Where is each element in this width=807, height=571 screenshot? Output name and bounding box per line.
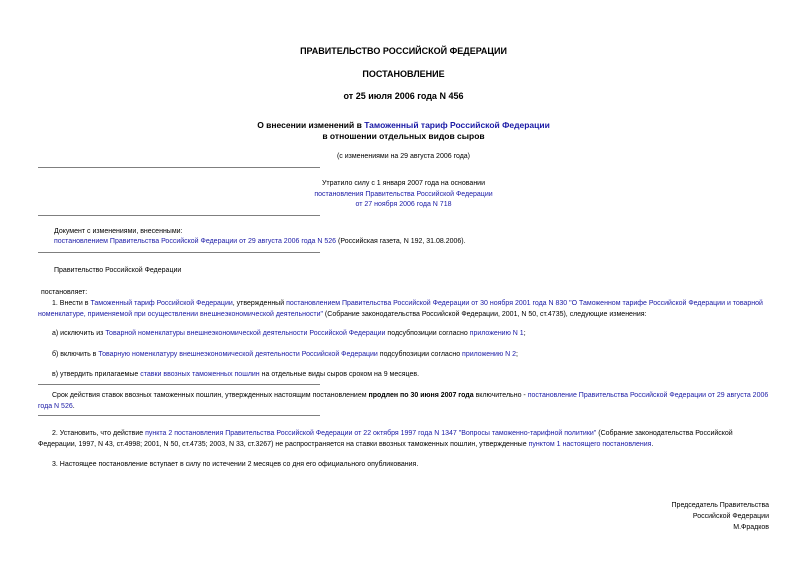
pb-text-1: б) включить в <box>52 351 99 358</box>
expired-link-2-wrap <box>0 201 807 208</box>
signature-block <box>672 500 769 533</box>
subparagraph-b <box>38 349 773 360</box>
divider <box>38 252 320 253</box>
pb-text-2: подсубпозиции согласно <box>377 351 463 358</box>
p1-resolution-830-link[interactable]: постановлением Правительства Российской Федерации от 30 ноября 2001 года N 830 "О Таможенном тарифе Российской Федерации и товарной номенклатуре, применяемой при осуществлении внешнеэкономической деятельности" <box>38 300 763 318</box>
pterm-bold-date: продлен по 30 июня 2007 года <box>368 392 474 399</box>
p1-text-3: (Собрание законодательства Российской Федерации, 2001, N 50, ст.4735), следующие изменения: <box>322 311 647 318</box>
paragraph-3: 3. Настоящее постановление вступает в силу по истечении 2 месяцев со дня его официального опубликования. <box>52 461 419 468</box>
paragraph-1 <box>38 298 773 320</box>
expired-resolution-date-link[interactable]: от 27 ноября 2006 года N 718 <box>355 201 452 208</box>
pc-text-1: в) утвердить прилагаемые <box>52 371 141 378</box>
amended-note: (с изменениями на 29 августа 2006 года) <box>336 153 471 160</box>
p2-text-2: (Собрание законодательства Российской Федерации, 1997, N 43, ст.4998; 2001, N 50, ст.4735; 2003, N 33, ст.3267) не распространяется на ставки ввозных таможенных пошлин, утвержденные <box>38 430 733 448</box>
p1-text-1: 1. Внести в <box>52 300 91 307</box>
p2-clause-1-link[interactable]: пунктом 1 настоящего постановления <box>528 441 652 448</box>
p1-customs-tariff-link[interactable]: Таможенный тариф Российской Федерации <box>90 300 233 307</box>
customs-tariff-link[interactable]: Таможенный тариф Российской Федерации <box>364 120 550 130</box>
document-title <box>0 120 807 130</box>
document-title-line2: в отношении отдельных видов сыров <box>322 131 485 141</box>
signature-country: Российской Федерации <box>692 513 769 520</box>
divider <box>38 167 320 168</box>
p2-text-1: 2. Установить, что действие <box>52 430 146 437</box>
document-date: от 25 июля 2006 года N 456 <box>343 91 464 101</box>
amendment-source-tail: (Российская газета, N 192, 31.08.2006). <box>336 238 466 245</box>
pc-text-2: на отдельные виды сыров сроком на 9 месяцев. <box>259 371 420 378</box>
amendments-source <box>54 238 774 245</box>
pa-appendix-1-link[interactable]: приложению N 1 <box>469 330 524 337</box>
term-extension-paragraph <box>38 390 773 412</box>
preamble-resolves: постановляет: <box>41 289 88 296</box>
pc-duty-rates-link[interactable]: ставки ввозных таможенных пошлин <box>140 371 260 378</box>
signature-position: Председатель Правительства <box>671 502 769 509</box>
pterm-text-1: Срок действия ставок ввозных таможенных пошлин, утвержденных настоящим постановлением <box>52 392 369 399</box>
pterm-text-2: включительно - <box>473 392 528 399</box>
pa-text-3: ; <box>523 330 526 337</box>
divider <box>38 415 320 416</box>
signature-name: М.Фрадков <box>733 524 769 531</box>
pb-nomenclature-link[interactable]: Товарную номенклатуру внешнеэкономической деятельности Российской Федерации <box>98 351 378 358</box>
pa-text-1: а) исключить из <box>52 330 106 337</box>
pb-appendix-2-link[interactable]: приложению N 2 <box>462 351 517 358</box>
expired-link-1-wrap <box>0 191 807 198</box>
government-heading: ПРАВИТЕЛЬСТВО РОССИЙСКОЙ ФЕДЕРАЦИИ <box>300 46 507 56</box>
document-type: ПОСТАНОВЛЕНИЕ <box>362 69 445 79</box>
pterm-resolution-526-link[interactable]: постановление Правительства Российской Федерации от 29 августа 2006 года N 526 <box>38 392 769 410</box>
p1-text-2: , утвержденный <box>232 300 287 307</box>
divider <box>38 384 320 385</box>
subparagraph-a <box>38 328 773 339</box>
amendment-resolution-link[interactable]: постановлением Правительства Российской Федерации от 29 августа 2006 года N 526 <box>54 238 337 245</box>
pa-text-2: подсубпозиции согласно <box>385 330 470 337</box>
subparagraph-c <box>38 369 773 380</box>
p2-text-3: . <box>651 441 654 448</box>
expired-resolution-link[interactable]: постановления Правительства Российской Федерации <box>314 191 493 198</box>
preamble-government: Правительство Российской Федерации <box>54 267 182 274</box>
amendments-label: Документ с изменениями, внесенными: <box>54 228 183 235</box>
pterm-text-3: . <box>72 403 75 410</box>
expired-note: Утратило силу с 1 января 2007 года на основании <box>321 180 486 187</box>
pa-nomenclature-link[interactable]: Товарной номенклатуры внешнеэкономической деятельности Российской Федерации <box>105 330 386 337</box>
p2-resolution-1347-link[interactable]: пункта 2 постановления Правительства Российской Федерации от 22 октября 1997 года N 1347 "Вопросы таможенно-тарифной политики" <box>145 430 597 437</box>
paragraph-2 <box>38 428 773 450</box>
divider <box>38 215 320 216</box>
pb-text-3: ; <box>516 351 518 358</box>
title-text: О внесении изменений в <box>257 120 365 130</box>
